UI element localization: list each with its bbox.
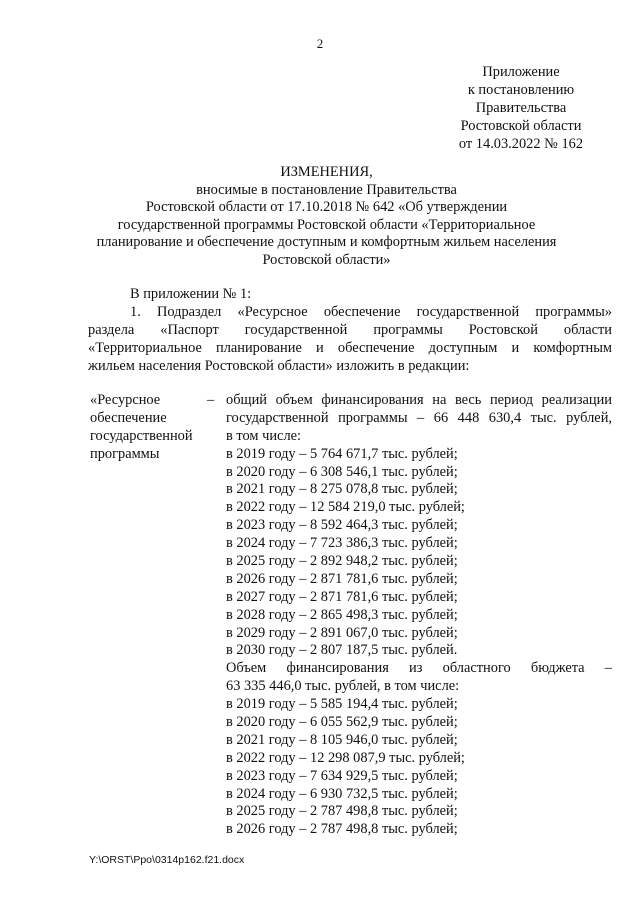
left-label-line: программы bbox=[90, 445, 160, 462]
left-label-line: обеспечение bbox=[90, 409, 167, 426]
total-line: общий объем финансирования на весь период реализации bbox=[226, 392, 612, 408]
regional-line: 63 335 446,0 тыс. рублей, в том числе: bbox=[226, 678, 460, 695]
year-amount-line: в 2020 году – 6 308 546,1 тыс. рублей; bbox=[226, 463, 458, 480]
title-line: вносимые в постановление Правительства bbox=[196, 181, 457, 198]
paragraph-line: 1. Подраздел «Ресурсное обеспечение государственной программы» bbox=[130, 304, 612, 320]
appendix-line: Ростовской области bbox=[460, 118, 582, 135]
appendix-line: к постановлению bbox=[467, 82, 575, 99]
paragraph-line: «Территориальное планирование и обеспечение доступным и комфортным bbox=[88, 340, 612, 356]
appendix-ref-paragraph: В приложении № 1: bbox=[130, 286, 252, 302]
paragraph-line: жильем населения Ростовской области» изложить в редакции: bbox=[88, 358, 470, 374]
file-path-footer: Y:\ORST\Ppo\0314p162.f21.docx bbox=[89, 854, 245, 866]
title-line: Ростовской области» bbox=[262, 251, 391, 268]
year-amount-line: в 2025 году – 2 892 948,2 тыс. рублей; bbox=[226, 553, 458, 570]
title-line: государственной программы Ростовской области «Территориальное bbox=[117, 216, 536, 233]
table-left-column bbox=[90, 392, 218, 464]
paragraph-line: раздела «Паспорт государственной программы Ростовской области bbox=[88, 322, 612, 338]
title-heading: ИЗМЕНЕНИЯ, bbox=[280, 164, 373, 180]
total-line: государственной программы – 66 448 630,4 тыс. рублей, bbox=[226, 409, 612, 426]
title-line: Ростовской области от 17.10.2018 № 642 «Об утверждении bbox=[145, 199, 508, 216]
regional-year-amount-line: в 2021 году – 8 105 946,0 тыс. рублей; bbox=[226, 731, 458, 748]
dash-separator: – bbox=[207, 392, 215, 408]
regional-year-amount-line: в 2026 году – 2 787 498,8 тыс. рублей; bbox=[226, 821, 458, 838]
table-right-column bbox=[226, 392, 612, 839]
year-amount-line: в 2027 году – 2 871 781,6 тыс. рублей; bbox=[226, 588, 458, 605]
appendix-line: Приложение bbox=[482, 64, 560, 80]
year-amount-line: в 2022 году – 12 584 219,0 тыс. рублей; bbox=[226, 499, 465, 516]
appendix-line: Правительства bbox=[475, 100, 567, 117]
year-amount-line: в 2026 году – 2 871 781,6 тыс. рублей; bbox=[226, 570, 458, 587]
year-amount-line: в 2030 году – 2 807 187,5 тыс. рублей. bbox=[226, 642, 458, 659]
page-number: 2 bbox=[316, 36, 324, 51]
regional-year-amount-line: в 2020 году – 6 055 562,9 тыс. рублей; bbox=[226, 714, 458, 731]
regional-year-amount-line: в 2023 году – 7 634 929,5 тыс. рублей; bbox=[226, 767, 458, 784]
year-amount-line: в 2021 году – 8 275 078,8 тыс. рублей; bbox=[226, 481, 458, 498]
year-amount-line: в 2023 году – 8 592 464,3 тыс. рублей; bbox=[226, 517, 458, 534]
title-line: планирование и обеспечение доступным и комфортным жильем населения bbox=[96, 234, 557, 251]
year-amount-line: в 2029 году – 2 891 067,0 тыс. рублей; bbox=[226, 624, 458, 641]
intro-section bbox=[88, 285, 612, 375]
year-amount-line: в 2019 году – 5 764 671,7 тыс. рублей; bbox=[226, 445, 458, 462]
regional-year-amount-line: в 2019 году – 5 585 194,4 тыс. рублей; bbox=[226, 696, 458, 713]
total-line: в том числе: bbox=[226, 427, 302, 444]
regional-year-amount-line: в 2024 году – 6 930 732,5 тыс. рублей; bbox=[226, 785, 458, 802]
appendix-reference bbox=[440, 63, 602, 153]
year-amount-line: в 2024 году – 7 723 386,3 тыс. рублей; bbox=[226, 535, 458, 552]
year-amount-line: в 2028 году – 2 865 498,3 тыс. рублей; bbox=[226, 606, 458, 623]
regional-year-amount-line: в 2025 году – 2 787 498,8 тыс. рублей; bbox=[226, 803, 458, 820]
regional-line: Объем финансирования из областного бюджета – bbox=[226, 660, 612, 677]
regional-year-amount-line: в 2022 году – 12 298 087,9 тыс. рублей; bbox=[226, 749, 465, 766]
left-label-line: «Ресурсное bbox=[90, 392, 161, 408]
left-label-line: государственной bbox=[90, 427, 193, 444]
appendix-line: от 14.03.2022 № 162 bbox=[458, 136, 584, 153]
document-title bbox=[88, 164, 565, 270]
